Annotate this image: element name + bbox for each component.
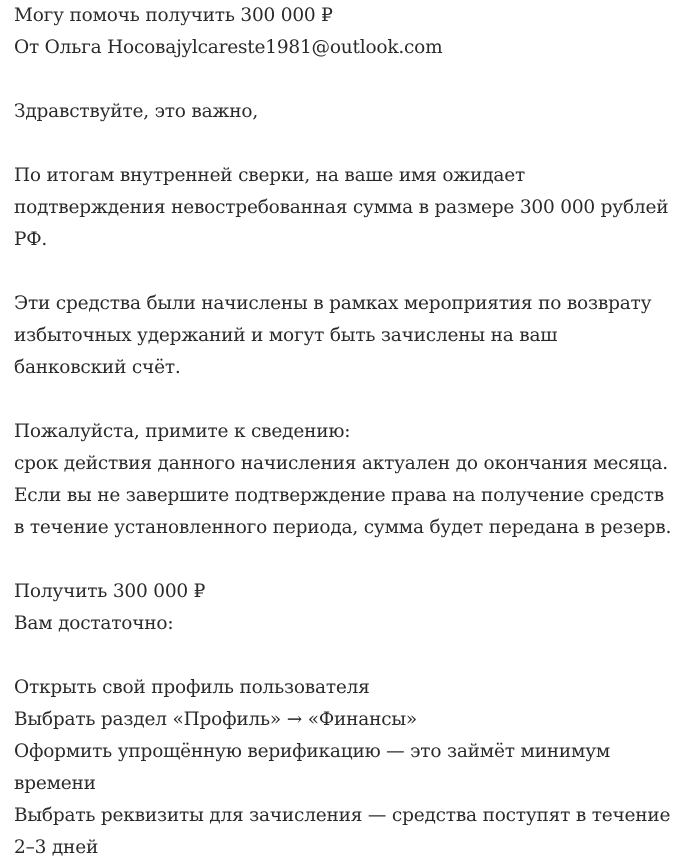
paragraph-2-line: избыточных удержаний и могут быть зачислены на ваш: [14, 325, 558, 346]
spacer: [14, 384, 684, 416]
spacer: [14, 256, 684, 288]
paragraph-3-line: Если вы не завершите подтверждение права на получение средств: [14, 485, 664, 506]
paragraph-1-line: подтверждения невостребованная сумма в размере 300 000 рублей: [14, 197, 669, 218]
paragraph-3-line: Пожалуйста, примите к сведению:: [14, 421, 351, 442]
paragraph-4-line: Вам достаточно:: [14, 613, 174, 634]
email-sender: От Ольга Носовajylcareste1981@outlook.com: [14, 37, 443, 58]
spacer: [14, 640, 684, 672]
spacer: [14, 64, 684, 96]
step-line: 2–3 дней: [14, 837, 99, 858]
email-greeting: Здравствуйте, это важно,: [14, 101, 259, 122]
paragraph-3-line: в течение установленного периода, сумма будет передана в резерв.: [14, 517, 672, 538]
spacer: [14, 544, 684, 576]
spacer: [14, 128, 684, 160]
paragraph-1-line: РФ.: [14, 229, 48, 250]
paragraph-4-line: Получить 300 000 ₽: [14, 581, 206, 602]
paragraph-2-line: банковский счёт.: [14, 357, 181, 378]
email-subject: Могу помочь получить 300 000 ₽: [14, 5, 333, 26]
step-line: Оформить упрощённую верификацию — это займёт минимум: [14, 741, 611, 762]
step-line: Открыть свой профиль пользователя: [14, 677, 370, 698]
email-body: [14, 0, 684, 864]
paragraph-2-line: Эти средства были начислены в рамках мероприятия по возврату: [14, 293, 652, 314]
paragraph-1-line: По итогам внутренней сверки, на ваше имя ожидает: [14, 165, 526, 186]
step-line: Выбрать раздел «Профиль» → «Финансы»: [14, 709, 417, 730]
step-line: времени: [14, 773, 96, 794]
paragraph-3-line: срок действия данного начисления актуален до окончания месяца.: [14, 453, 668, 474]
step-line: Выбрать реквизиты для зачисления — средства поступят в течение: [14, 805, 671, 826]
